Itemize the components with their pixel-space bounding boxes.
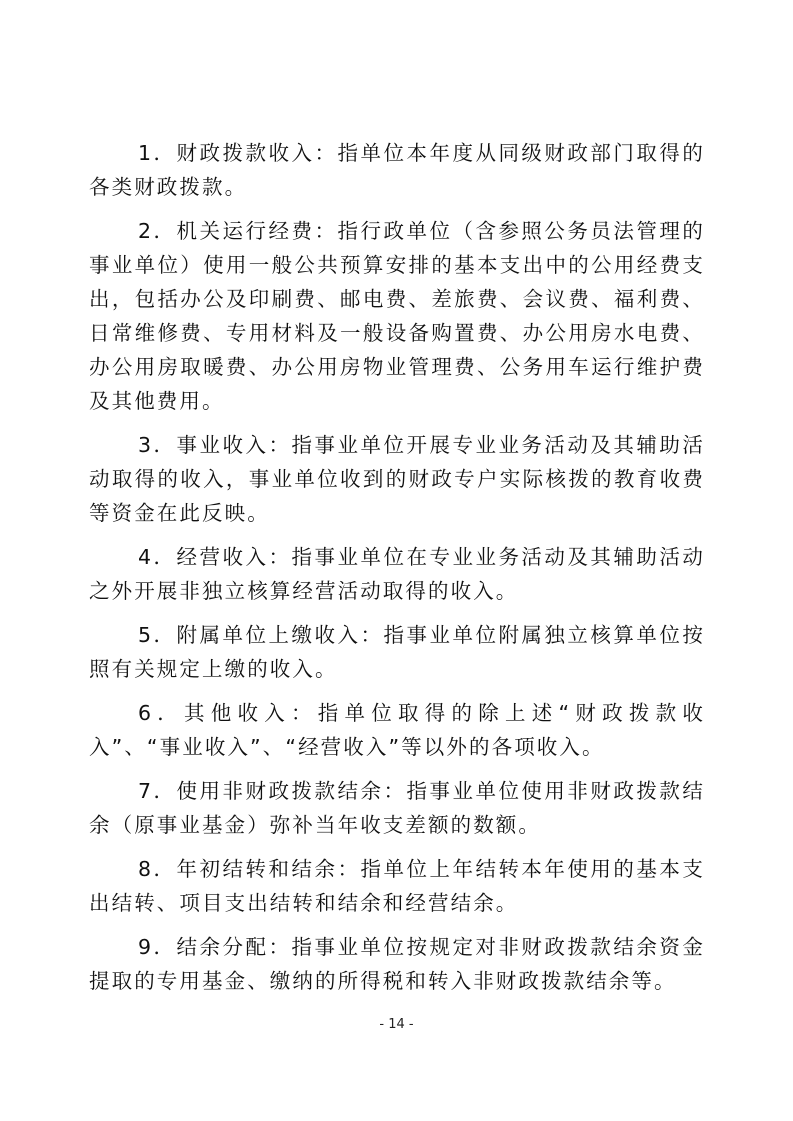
paragraph-5: 5．附属单位上缴收入：指事业单位附属独立核算单位按照有关规定上缴的收入。 <box>89 623 705 681</box>
paragraph-1: 1．财政拨款收入：指单位本年度从同级财政部门取得的各类财政拨款。 <box>89 141 705 199</box>
paragraph-6: 6．其他收入：指单位取得的除上述“财政拨款收入”、“事业收入”、“经营收入”等以外的各项收入。 <box>89 701 705 759</box>
paragraph-7: 7．使用非财政拨款结余：指事业单位使用非财政拨款结余（原事业基金）弥补当年收支差额的数额。 <box>89 779 705 837</box>
page-number: - 14 - <box>379 1017 414 1032</box>
paragraph-2: 2．机关运行经费：指行政单位（含参照公务员法管理的事业单位）使用一般公共预算安排的基本支出中的公用经费支出，包括办公及印刷费、邮电费、差旅费、会议费、福利费、日常维修费、专用材料及一般设备购置费、办公用房水电费、办公用房取暖费、办公用房物业管理费、公务用车运行维护费及其他费用。 <box>89 219 705 413</box>
paragraph-3: 3．事业收入：指事业单位开展专业业务活动及其辅助活动取得的收入，事业单位收到的财政专户实际核拨的教育收费等资金在此反映。 <box>89 433 705 525</box>
document-body <box>89 136 705 1008</box>
paragraph-9: 9．结余分配：指事业单位按规定对非财政拨款结余资金提取的专用基金、缴纳的所得税和转入非财政拨款结余等。 <box>89 935 705 993</box>
paragraph-4: 4．经营收入：指事业单位在专业业务活动及其辅助活动之外开展非独立核算经营活动取得的收入。 <box>89 545 705 603</box>
paragraph-8: 8．年初结转和结余：指单位上年结转本年使用的基本支出结转、项目支出结转和结余和经营结余。 <box>89 857 705 915</box>
